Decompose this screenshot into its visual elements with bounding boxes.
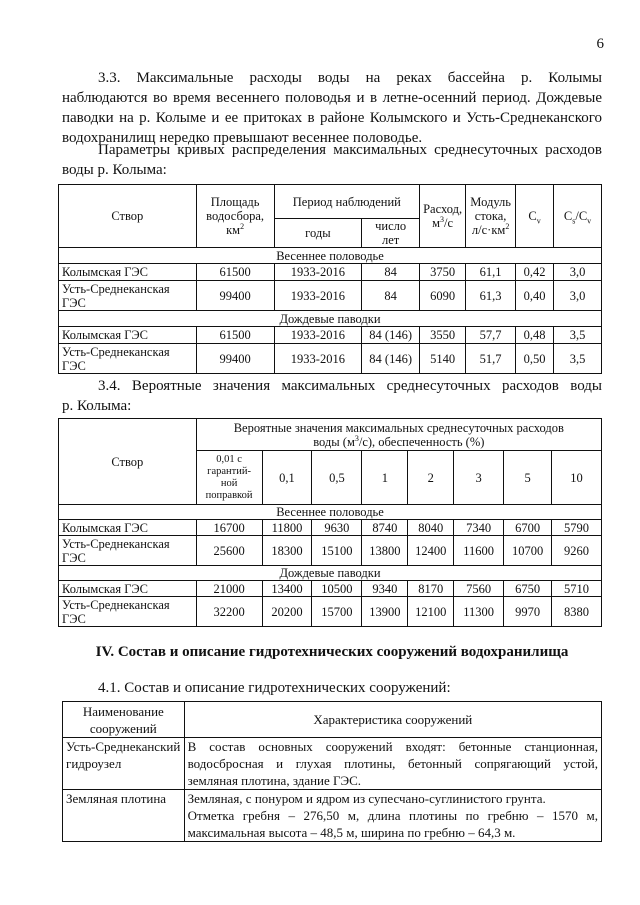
header-text: /с), обеспеченность (%) bbox=[358, 434, 485, 449]
header-text: воды (м bbox=[313, 434, 355, 449]
header-area bbox=[196, 185, 274, 248]
cell-line: максимальная высота – 48,5 м, ширина по гребню – 64,3 м. bbox=[187, 825, 516, 840]
paragraph-line: 4.1. Состав и описание гидротехнических сооружений: bbox=[98, 680, 451, 696]
header-count: число лет bbox=[362, 219, 420, 248]
cell-years: 1933-2016 bbox=[274, 344, 362, 374]
cell-line: земляная плотина, здание ГЭС. bbox=[187, 773, 362, 788]
cell-area: 99400 bbox=[196, 281, 274, 311]
header-percent: 5 bbox=[504, 451, 552, 505]
cell-value: 5790 bbox=[552, 520, 602, 536]
cell-value: 18300 bbox=[262, 536, 312, 566]
table-row bbox=[63, 738, 602, 790]
cell-value: 10500 bbox=[312, 581, 362, 597]
cell-line: Земляная, с понуром и ядром из супесчано-суглинистого грунта. bbox=[187, 791, 546, 806]
header-sup: 2 bbox=[240, 221, 245, 231]
cell-name: Усть-Среднеканская ГЭС bbox=[59, 281, 197, 311]
cell-value: 21000 bbox=[196, 581, 262, 597]
header-sup: 3 bbox=[354, 433, 359, 443]
cell-name: Усть-Среднеканская ГЭС bbox=[59, 536, 197, 566]
cell-value: 16700 bbox=[196, 520, 262, 536]
header-text: Вероятные значения максимальных среднесуточных расходов bbox=[233, 420, 564, 435]
cell-module: 51,7 bbox=[466, 344, 516, 374]
cell-cv: 0,40 bbox=[516, 281, 554, 311]
header-guarantee: 0,01 с гарантий-ной поправкой bbox=[196, 451, 262, 505]
header-years: годы bbox=[274, 219, 362, 248]
header-sup: 3 bbox=[440, 214, 445, 224]
header-text: м bbox=[432, 216, 441, 230]
cell-count: 84 (146) bbox=[362, 327, 420, 344]
paragraph-4-1 bbox=[62, 678, 602, 698]
cell-value: 10700 bbox=[504, 536, 552, 566]
cell-flow: 5140 bbox=[420, 344, 466, 374]
cell-name: Земляная плотина bbox=[63, 790, 185, 842]
header-text: км bbox=[226, 223, 241, 237]
cell-flow: 3750 bbox=[420, 264, 466, 281]
distribution-params-table bbox=[58, 184, 602, 374]
cell-area: 99400 bbox=[196, 344, 274, 374]
cell-char bbox=[184, 790, 601, 842]
cell-area: 61500 bbox=[196, 327, 274, 344]
header-percent: 0,1 bbox=[262, 451, 312, 505]
header-flow bbox=[420, 185, 466, 248]
cell-value: 7560 bbox=[454, 581, 504, 597]
header-text: /C bbox=[575, 209, 588, 223]
cell-name: Колымская ГЭС bbox=[59, 581, 197, 597]
cell-name: Усть-Среднеканская ГЭС bbox=[59, 597, 197, 627]
cell-value: 6750 bbox=[504, 581, 552, 597]
header-text: C bbox=[563, 209, 573, 223]
table-row bbox=[59, 264, 602, 281]
header-text: Расход, bbox=[423, 202, 463, 216]
cell-value: 9630 bbox=[312, 520, 362, 536]
cell-area: 61500 bbox=[196, 264, 274, 281]
header-percent: 10 bbox=[552, 451, 602, 505]
cell-value: 8740 bbox=[362, 520, 408, 536]
cell-years: 1933-2016 bbox=[274, 264, 362, 281]
cell-count: 84 bbox=[362, 264, 420, 281]
paragraph-line: Параметры кривых распределения максимальных среднесуточных расходов bbox=[98, 142, 602, 158]
cell-value: 9260 bbox=[552, 536, 602, 566]
cell-name: Колымская ГЭС bbox=[59, 520, 197, 536]
paragraph-line: 3.4. Вероятные значения максимальных среднесуточных расходов воды bbox=[98, 378, 602, 394]
paragraph-line: воды р. Колыма: bbox=[62, 162, 167, 178]
cell-value: 8170 bbox=[408, 581, 454, 597]
paragraph-line: паводки на р. Колыме и ее притоках в районе Колымского и Усть-Среднеканского bbox=[62, 110, 602, 126]
header-text: Модуль стока, bbox=[470, 195, 511, 223]
paragraph-line: 3.3. Максимальные расходы воды на реках бассейна р. Колымы bbox=[98, 70, 602, 86]
header-percent: 1 bbox=[362, 451, 408, 505]
header-sub: v bbox=[587, 216, 592, 226]
cell-value: 15100 bbox=[312, 536, 362, 566]
cell-module: 61,3 bbox=[466, 281, 516, 311]
cell-value: 25600 bbox=[196, 536, 262, 566]
paragraph-line: наблюдаются во время весеннего половодья и в летне-осенний период. Дождевые bbox=[62, 90, 602, 106]
header-sub: v bbox=[536, 216, 541, 226]
cell-value: 5710 bbox=[552, 581, 602, 597]
cell-name: Колымская ГЭС bbox=[59, 327, 197, 344]
cell-value: 32200 bbox=[196, 597, 262, 627]
table-row bbox=[59, 581, 602, 597]
header-period: Период наблюдений bbox=[274, 185, 420, 219]
probable-flows-table bbox=[58, 418, 602, 627]
table-row bbox=[59, 327, 602, 344]
header-text: Площадь водосбора, bbox=[206, 195, 265, 223]
cell-line: Отметка гребня – 276,50 м, длина плотины по гребню – 1570 м, bbox=[187, 808, 598, 823]
header-cv bbox=[516, 185, 554, 248]
cell-count: 84 bbox=[362, 281, 420, 311]
section-title: Дождевые паводки bbox=[59, 311, 602, 327]
header-text: C bbox=[528, 209, 537, 223]
cell-value: 15700 bbox=[312, 597, 362, 627]
cell-value: 11600 bbox=[454, 536, 504, 566]
table-row bbox=[59, 281, 602, 311]
header-probable-values bbox=[196, 419, 601, 451]
cell-cscv: 3,5 bbox=[554, 327, 602, 344]
header-structure-char: Характеристика сооружений bbox=[184, 702, 601, 738]
cell-years: 1933-2016 bbox=[274, 281, 362, 311]
cell-value: 12400 bbox=[408, 536, 454, 566]
table-row bbox=[59, 536, 602, 566]
section-title: Дождевые паводки bbox=[59, 566, 602, 581]
section-4-heading: IV. Состав и описание гидротехнических сооружений водохранилища bbox=[95, 644, 569, 660]
cell-char bbox=[184, 738, 601, 790]
header-percent: 2 bbox=[408, 451, 454, 505]
cell-value: 9340 bbox=[362, 581, 408, 597]
cell-cscv: 3,0 bbox=[554, 264, 602, 281]
cell-cscv: 3,0 bbox=[554, 281, 602, 311]
cell-module: 57,7 bbox=[466, 327, 516, 344]
paragraph-3-3-params bbox=[62, 140, 602, 180]
header-stvor: Створ bbox=[59, 185, 197, 248]
cell-value: 11800 bbox=[262, 520, 312, 536]
header-percent: 3 bbox=[454, 451, 504, 505]
cell-value: 7340 bbox=[454, 520, 504, 536]
paragraph-3-4 bbox=[62, 376, 602, 416]
cell-cscv: 3,5 bbox=[554, 344, 602, 374]
cell-value: 13900 bbox=[362, 597, 408, 627]
table-row bbox=[59, 520, 602, 536]
section-title: Весеннее половодье bbox=[59, 248, 602, 264]
cell-value: 6700 bbox=[504, 520, 552, 536]
cell-name: Колымская ГЭС bbox=[59, 264, 197, 281]
cell-flow: 3550 bbox=[420, 327, 466, 344]
header-percent: 0,5 bbox=[312, 451, 362, 505]
section-title: Весеннее половодье bbox=[59, 505, 602, 520]
cell-years: 1933-2016 bbox=[274, 327, 362, 344]
paragraph-3-3 bbox=[62, 68, 602, 148]
structures-table bbox=[62, 701, 602, 842]
header-sub: s bbox=[572, 216, 576, 226]
header-structure-name: Наименование сооружений bbox=[63, 702, 185, 738]
cell-line: водосбросная и глухая плотины, бетонный сопрягающий устой, bbox=[187, 756, 598, 771]
cell-value: 9970 bbox=[504, 597, 552, 627]
cell-value: 13800 bbox=[362, 536, 408, 566]
cell-flow: 6090 bbox=[420, 281, 466, 311]
header-text: /с bbox=[444, 216, 454, 230]
cell-value: 20200 bbox=[262, 597, 312, 627]
header-cscv bbox=[554, 185, 602, 248]
header-sup: 2 bbox=[505, 221, 510, 231]
cell-name: Усть-Среднеканская ГЭС bbox=[59, 344, 197, 374]
cell-value: 8040 bbox=[408, 520, 454, 536]
cell-module: 61,1 bbox=[466, 264, 516, 281]
cell-count: 84 (146) bbox=[362, 344, 420, 374]
cell-value: 13400 bbox=[262, 581, 312, 597]
cell-cv: 0,48 bbox=[516, 327, 554, 344]
table-row bbox=[59, 597, 602, 627]
paragraph-line: водохранилищ нередко превышают весеннее половодье. bbox=[62, 130, 423, 146]
paragraph-line: р. Колыма: bbox=[62, 398, 132, 414]
page-number: 6 bbox=[596, 36, 604, 52]
header-stvor: Створ bbox=[59, 419, 197, 505]
cell-name: Усть-Среднеканский гидроузел bbox=[63, 738, 185, 790]
cell-value: 12100 bbox=[408, 597, 454, 627]
cell-value: 8380 bbox=[552, 597, 602, 627]
cell-cv: 0,50 bbox=[516, 344, 554, 374]
table-row bbox=[63, 790, 602, 842]
cell-line: В состав основных сооружений входят: бетонные станционная, bbox=[187, 739, 598, 754]
header-module bbox=[466, 185, 516, 248]
table-row bbox=[59, 344, 602, 374]
cell-cv: 0,42 bbox=[516, 264, 554, 281]
cell-value: 11300 bbox=[454, 597, 504, 627]
header-text: л/с·км bbox=[471, 223, 506, 237]
